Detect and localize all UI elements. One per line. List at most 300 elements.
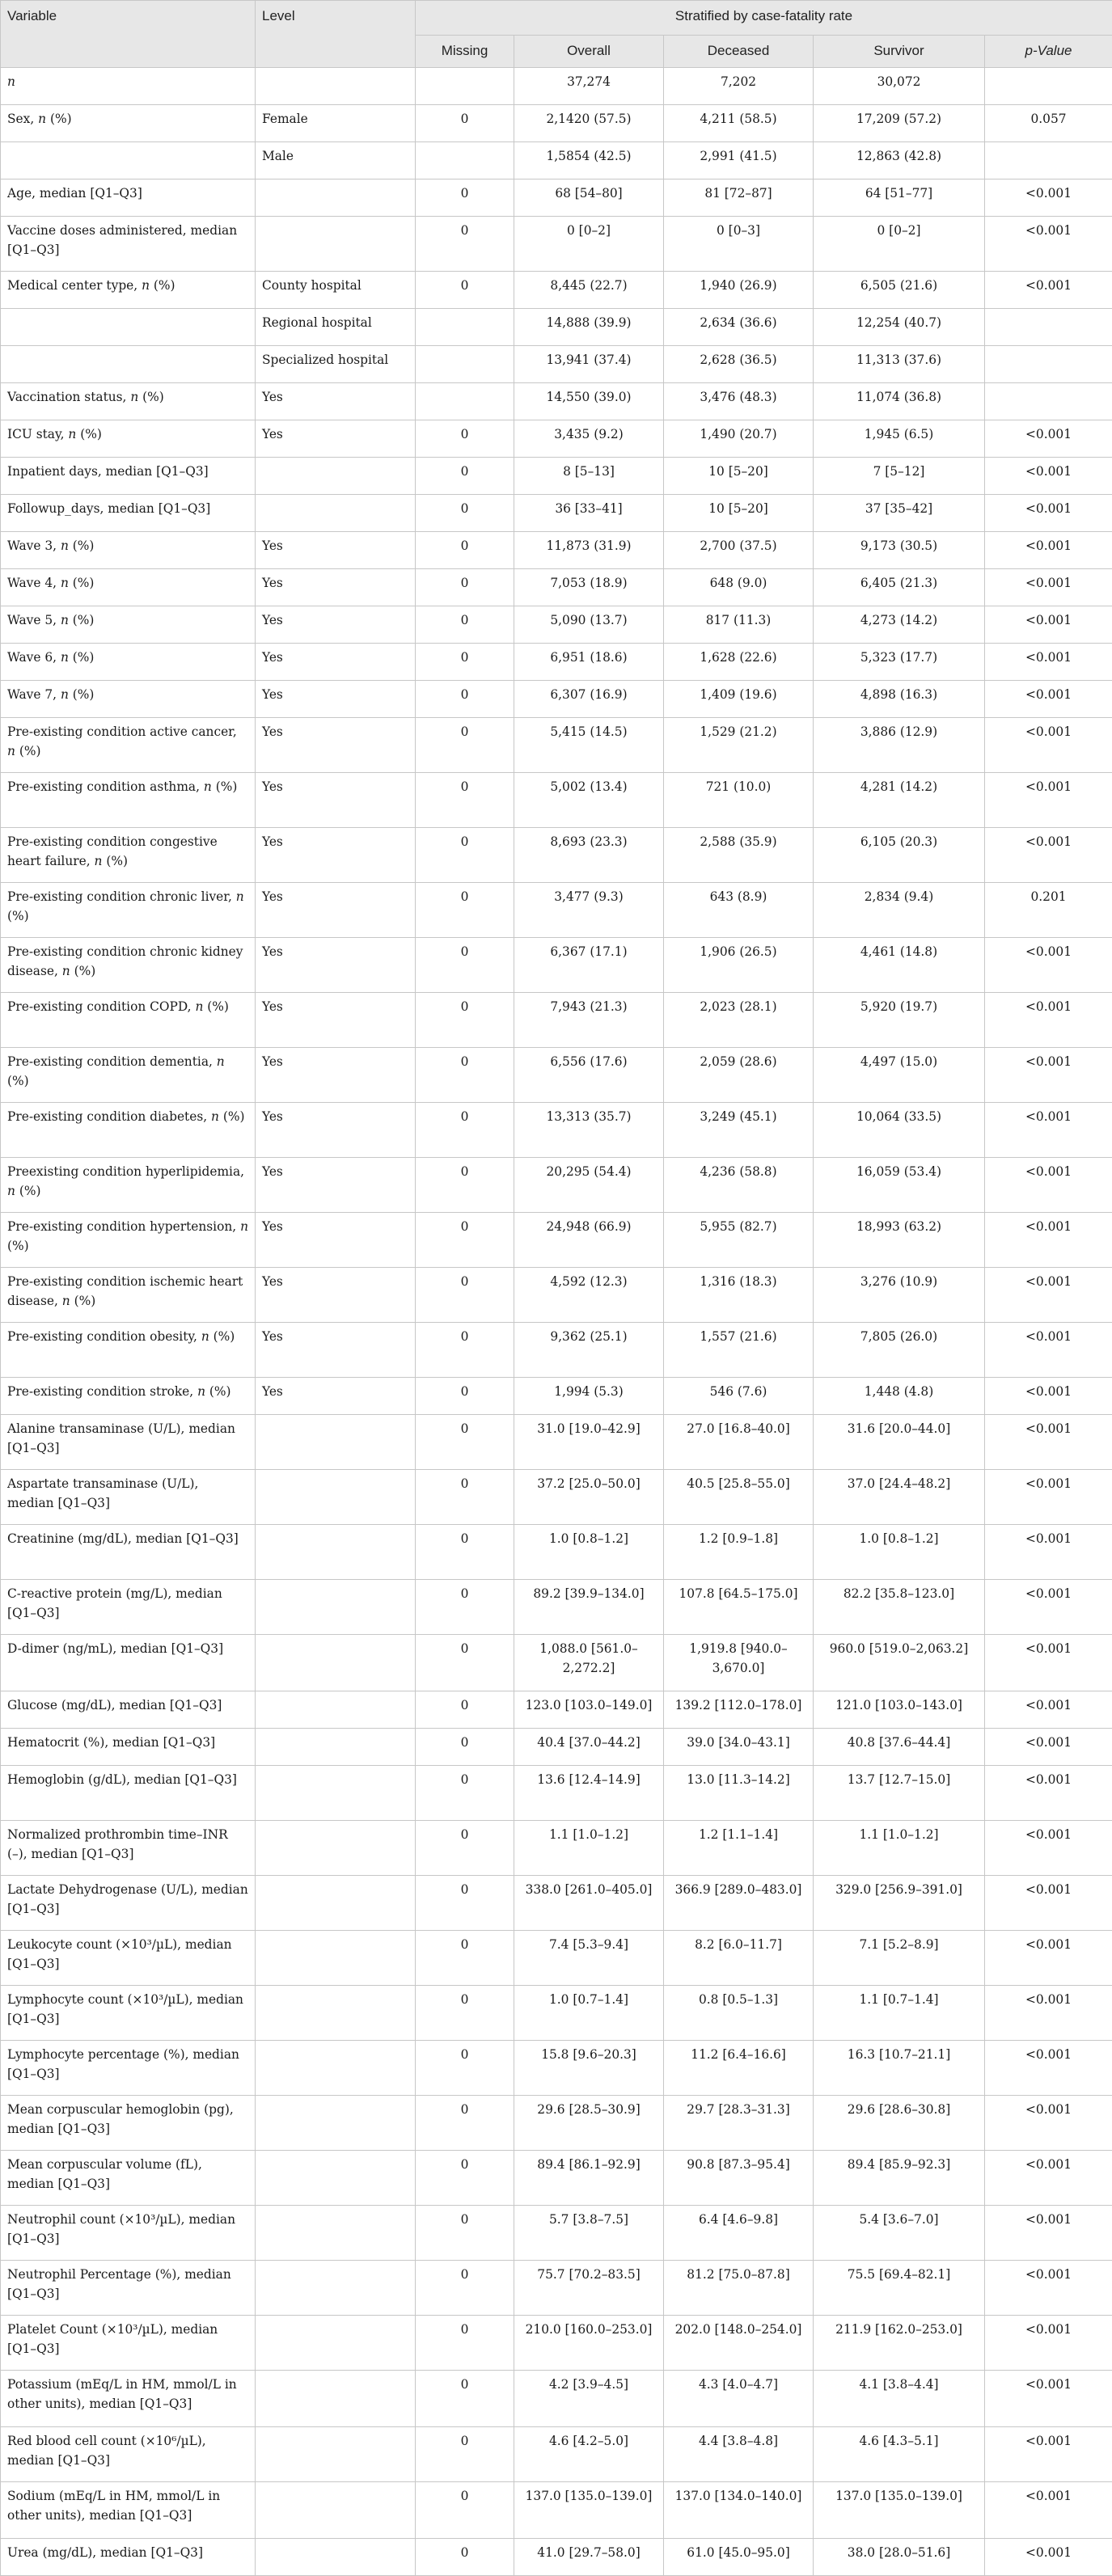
missing-cell: 0 bbox=[416, 1986, 514, 2041]
table-row-n bbox=[1, 68, 1112, 105]
missing-cell: 0 bbox=[416, 2206, 514, 2261]
overall-cell: 15.8 [9.6–20.3] bbox=[514, 2041, 664, 2096]
table-row bbox=[1, 681, 1112, 718]
n-survivor: 30,072 bbox=[814, 68, 985, 105]
table-row bbox=[1, 1876, 1112, 1931]
missing-cell: 0 bbox=[416, 718, 514, 773]
survivor-cell: 16,059 (53.4) bbox=[814, 1158, 985, 1213]
level-cell bbox=[256, 495, 416, 532]
deceased-cell: 366.9 [289.0–483.0] bbox=[664, 1876, 814, 1931]
overall-cell: 13,941 (37.4) bbox=[514, 346, 664, 383]
survivor-cell: 10,064 (33.5) bbox=[814, 1103, 985, 1158]
p-value-cell: <0.001 bbox=[985, 2539, 1112, 2576]
p-value-cell: <0.001 bbox=[985, 828, 1112, 883]
table-row bbox=[1, 1213, 1112, 1268]
survivor-cell: 29.6 [28.6–30.8] bbox=[814, 2096, 985, 2151]
table-row bbox=[1, 606, 1112, 644]
level-cell: Yes bbox=[256, 1323, 416, 1378]
missing-cell: 0 bbox=[416, 1158, 514, 1213]
deceased-cell: 1,409 (19.6) bbox=[664, 681, 814, 718]
deceased-cell: 546 (7.6) bbox=[664, 1378, 814, 1415]
deceased-cell: 721 (10.0) bbox=[664, 773, 814, 828]
missing-cell: 0 bbox=[416, 2261, 514, 2316]
missing-cell: 0 bbox=[416, 1580, 514, 1635]
table-row bbox=[1, 1048, 1112, 1103]
header-missing: Missing bbox=[416, 36, 514, 68]
header-level: Level bbox=[256, 1, 416, 68]
table-row bbox=[1, 2371, 1112, 2427]
survivor-cell: 1.0 [0.8–1.2] bbox=[814, 1525, 985, 1580]
deceased-cell: 2,588 (35.9) bbox=[664, 828, 814, 883]
p-value-cell: <0.001 bbox=[985, 2096, 1112, 2151]
missing-cell: 0 bbox=[416, 2482, 514, 2539]
survivor-cell: 37 [35–42] bbox=[814, 495, 985, 532]
survivor-cell: 6,405 (21.3) bbox=[814, 569, 985, 606]
variable-cell: Urea (mg/dL), median [Q1–Q3] bbox=[1, 2539, 256, 2576]
level-cell bbox=[256, 1931, 416, 1986]
missing-cell: 0 bbox=[416, 1821, 514, 1876]
overall-cell: 210.0 [160.0–253.0] bbox=[514, 2316, 664, 2371]
missing-cell: 0 bbox=[416, 420, 514, 458]
overall-cell: 7,943 (21.3) bbox=[514, 993, 664, 1048]
variable-cell: Wave 7, n (%) bbox=[1, 681, 256, 718]
level-cell bbox=[256, 2482, 416, 2539]
p-value-cell: <0.001 bbox=[985, 458, 1112, 495]
overall-cell: 89.4 [86.1–92.9] bbox=[514, 2151, 664, 2206]
variable-cell: Glucose (mg/dL), median [Q1–Q3] bbox=[1, 1691, 256, 1729]
variable-cell: ICU stay, n (%) bbox=[1, 420, 256, 458]
variable-cell: Preexisting condition hyperlipidemia, n (%) bbox=[1, 1158, 256, 1213]
missing-cell: 0 bbox=[416, 1931, 514, 1986]
table-row bbox=[1, 773, 1112, 828]
variable-cell: Mean corpuscular volume (fL), median [Q1–Q3] bbox=[1, 2151, 256, 2206]
deceased-cell: 13.0 [11.3–14.2] bbox=[664, 1766, 814, 1821]
p-value-cell: <0.001 bbox=[985, 1213, 1112, 1268]
survivor-cell: 75.5 [69.4–82.1] bbox=[814, 2261, 985, 2316]
table-row bbox=[1, 1470, 1112, 1525]
level-cell bbox=[256, 1691, 416, 1729]
p-value-cell: 0.057 bbox=[985, 105, 1112, 142]
missing-cell: 0 bbox=[416, 2427, 514, 2482]
overall-cell: 1.0 [0.7–1.4] bbox=[514, 1986, 664, 2041]
p-value-cell: <0.001 bbox=[985, 1103, 1112, 1158]
level-cell: Yes bbox=[256, 569, 416, 606]
overall-cell: 13,313 (35.7) bbox=[514, 1103, 664, 1158]
survivor-cell: 37.0 [24.4–48.2] bbox=[814, 1470, 985, 1525]
overall-cell: 137.0 [135.0–139.0] bbox=[514, 2482, 664, 2539]
overall-cell: 1,088.0 [561.0–2,272.2] bbox=[514, 1635, 664, 1691]
level-cell: Yes bbox=[256, 1213, 416, 1268]
overall-cell: 29.6 [28.5–30.9] bbox=[514, 2096, 664, 2151]
p-value-cell: <0.001 bbox=[985, 420, 1112, 458]
survivor-cell: 329.0 [256.9–391.0] bbox=[814, 1876, 985, 1931]
variable-cell: Creatinine (mg/dL), median [Q1–Q3] bbox=[1, 1525, 256, 1580]
variable-cell bbox=[1, 142, 256, 179]
table-row bbox=[1, 569, 1112, 606]
deceased-cell: 1,490 (20.7) bbox=[664, 420, 814, 458]
deceased-cell: 202.0 [148.0–254.0] bbox=[664, 2316, 814, 2371]
variable-cell bbox=[1, 346, 256, 383]
overall-cell: 2,1420 (57.5) bbox=[514, 105, 664, 142]
table-row bbox=[1, 1268, 1112, 1323]
header-variable: Variable bbox=[1, 1, 256, 68]
level-cell bbox=[256, 1986, 416, 2041]
p-value-cell: <0.001 bbox=[985, 532, 1112, 569]
survivor-cell: 12,254 (40.7) bbox=[814, 309, 985, 346]
survivor-cell: 1,945 (6.5) bbox=[814, 420, 985, 458]
survivor-cell: 121.0 [103.0–143.0] bbox=[814, 1691, 985, 1729]
table-row bbox=[1, 2427, 1112, 2482]
level-cell: Yes bbox=[256, 681, 416, 718]
p-value-cell: <0.001 bbox=[985, 2206, 1112, 2261]
overall-cell: 338.0 [261.0–405.0] bbox=[514, 1876, 664, 1931]
level-cell: Yes bbox=[256, 606, 416, 644]
overall-cell: 3,477 (9.3) bbox=[514, 883, 664, 938]
deceased-cell: 3,249 (45.1) bbox=[664, 1103, 814, 1158]
survivor-cell: 38.0 [28.0–51.6] bbox=[814, 2539, 985, 2576]
p-value-cell: <0.001 bbox=[985, 606, 1112, 644]
level-cell bbox=[256, 2206, 416, 2261]
table-row bbox=[1, 495, 1112, 532]
table-row bbox=[1, 1691, 1112, 1729]
level-cell: Yes bbox=[256, 644, 416, 681]
survivor-cell: 0 [0–2] bbox=[814, 217, 985, 272]
survivor-cell: 3,886 (12.9) bbox=[814, 718, 985, 773]
level-cell: Yes bbox=[256, 1268, 416, 1323]
variable-cell: Alanine transaminase (U/L), median [Q1–Q3] bbox=[1, 1415, 256, 1470]
p-value-cell: <0.001 bbox=[985, 1876, 1112, 1931]
table-row bbox=[1, 2206, 1112, 2261]
overall-cell: 89.2 [39.9–134.0] bbox=[514, 1580, 664, 1635]
table-row bbox=[1, 2151, 1112, 2206]
survivor-cell: 64 [51–77] bbox=[814, 179, 985, 217]
p-value-cell: <0.001 bbox=[985, 179, 1112, 217]
deceased-cell: 29.7 [28.3–31.3] bbox=[664, 2096, 814, 2151]
table-row bbox=[1, 1766, 1112, 1821]
overall-cell: 5,415 (14.5) bbox=[514, 718, 664, 773]
deceased-cell: 4,236 (58.8) bbox=[664, 1158, 814, 1213]
missing-cell bbox=[416, 309, 514, 346]
overall-cell: 123.0 [103.0–149.0] bbox=[514, 1691, 664, 1729]
level-cell: Yes bbox=[256, 1378, 416, 1415]
table-row bbox=[1, 1103, 1112, 1158]
deceased-cell: 8.2 [6.0–11.7] bbox=[664, 1931, 814, 1986]
missing-cell: 0 bbox=[416, 272, 514, 309]
level-cell bbox=[256, 2316, 416, 2371]
level-cell: Yes bbox=[256, 828, 416, 883]
level-cell: Female bbox=[256, 105, 416, 142]
overall-cell: 31.0 [19.0–42.9] bbox=[514, 1415, 664, 1470]
overall-cell: 1,5854 (42.5) bbox=[514, 142, 664, 179]
variable-cell: Hemoglobin (g/dL), median [Q1–Q3] bbox=[1, 1766, 256, 1821]
deceased-cell: 137.0 [134.0–140.0] bbox=[664, 2482, 814, 2539]
missing-cell: 0 bbox=[416, 938, 514, 993]
n-deceased: 7,202 bbox=[664, 68, 814, 105]
p-value-cell: <0.001 bbox=[985, 2261, 1112, 2316]
table-row bbox=[1, 105, 1112, 142]
table-row bbox=[1, 1635, 1112, 1691]
survivor-cell: 82.2 [35.8–123.0] bbox=[814, 1580, 985, 1635]
missing-cell: 0 bbox=[416, 606, 514, 644]
level-cell bbox=[256, 217, 416, 272]
variable-cell: Inpatient days, median [Q1–Q3] bbox=[1, 458, 256, 495]
overall-cell: 36 [33–41] bbox=[514, 495, 664, 532]
variable-cell: Leukocyte count (×10³/µL), median [Q1–Q3] bbox=[1, 1931, 256, 1986]
overall-cell: 13.6 [12.4–14.9] bbox=[514, 1766, 664, 1821]
missing-cell: 0 bbox=[416, 681, 514, 718]
variable-cell: Vaccination status, n (%) bbox=[1, 383, 256, 420]
variable-cell: Pre-existing condition obesity, n (%) bbox=[1, 1323, 256, 1378]
overall-cell: 14,888 (39.9) bbox=[514, 309, 664, 346]
variable-cell: Pre-existing condition active cancer, n (%) bbox=[1, 718, 256, 773]
missing-cell: 0 bbox=[416, 644, 514, 681]
p-value-cell: <0.001 bbox=[985, 1986, 1112, 2041]
missing-cell bbox=[416, 383, 514, 420]
overall-cell: 4,592 (12.3) bbox=[514, 1268, 664, 1323]
missing-cell: 0 bbox=[416, 105, 514, 142]
variable-cell: Followup_days, median [Q1–Q3] bbox=[1, 495, 256, 532]
overall-cell: 9,362 (25.1) bbox=[514, 1323, 664, 1378]
deceased-cell: 1,557 (21.6) bbox=[664, 1323, 814, 1378]
p-value-cell: <0.001 bbox=[985, 1525, 1112, 1580]
level-cell: Yes bbox=[256, 718, 416, 773]
variable-cell: Pre-existing condition ischemic heart disease, n (%) bbox=[1, 1268, 256, 1323]
overall-cell: 20,295 (54.4) bbox=[514, 1158, 664, 1213]
variable-cell: Lymphocyte percentage (%), median [Q1–Q3] bbox=[1, 2041, 256, 2096]
survivor-cell: 5.4 [3.6–7.0] bbox=[814, 2206, 985, 2261]
level-cell: Specialized hospital bbox=[256, 346, 416, 383]
missing-cell: 0 bbox=[416, 1378, 514, 1415]
deceased-cell: 6.4 [4.6–9.8] bbox=[664, 2206, 814, 2261]
table-row bbox=[1, 1821, 1112, 1876]
deceased-cell: 2,628 (36.5) bbox=[664, 346, 814, 383]
n-missing bbox=[416, 68, 514, 105]
deceased-cell: 5,955 (82.7) bbox=[664, 1213, 814, 1268]
variable-cell: D-dimer (ng/mL), median [Q1–Q3] bbox=[1, 1635, 256, 1691]
table-body bbox=[1, 68, 1112, 2576]
level-cell: Regional hospital bbox=[256, 309, 416, 346]
n-level bbox=[256, 68, 416, 105]
missing-cell: 0 bbox=[416, 217, 514, 272]
deceased-cell: 81.2 [75.0–87.8] bbox=[664, 2261, 814, 2316]
level-cell: Yes bbox=[256, 773, 416, 828]
table-header bbox=[1, 1, 1112, 68]
level-cell bbox=[256, 2371, 416, 2427]
table-row bbox=[1, 309, 1112, 346]
level-cell: Yes bbox=[256, 420, 416, 458]
table-row bbox=[1, 1729, 1112, 1766]
variable-cell: Hematocrit (%), median [Q1–Q3] bbox=[1, 1729, 256, 1766]
level-cell: Yes bbox=[256, 1103, 416, 1158]
table-row bbox=[1, 1525, 1112, 1580]
missing-cell: 0 bbox=[416, 2539, 514, 2576]
missing-cell: 0 bbox=[416, 1323, 514, 1378]
table-row bbox=[1, 420, 1112, 458]
survivor-cell: 137.0 [135.0–139.0] bbox=[814, 2482, 985, 2539]
variable-cell: Pre-existing condition chronic liver, n (%) bbox=[1, 883, 256, 938]
survivor-cell: 4,273 (14.2) bbox=[814, 606, 985, 644]
level-cell: County hospital bbox=[256, 272, 416, 309]
survivor-cell: 7.1 [5.2–8.9] bbox=[814, 1931, 985, 1986]
missing-cell: 0 bbox=[416, 773, 514, 828]
missing-cell: 0 bbox=[416, 2041, 514, 2096]
missing-cell: 0 bbox=[416, 828, 514, 883]
survivor-cell: 40.8 [37.6–44.4] bbox=[814, 1729, 985, 1766]
overall-cell: 5,002 (13.4) bbox=[514, 773, 664, 828]
variable-cell: Pre-existing condition hypertension, n (%) bbox=[1, 1213, 256, 1268]
p-value-cell: <0.001 bbox=[985, 1729, 1112, 1766]
missing-cell: 0 bbox=[416, 1876, 514, 1931]
level-cell bbox=[256, 2096, 416, 2151]
survivor-cell: 9,173 (30.5) bbox=[814, 532, 985, 569]
overall-cell: 11,873 (31.9) bbox=[514, 532, 664, 569]
survivor-cell: 31.6 [20.0–44.0] bbox=[814, 1415, 985, 1470]
survivor-cell: 6,105 (20.3) bbox=[814, 828, 985, 883]
survivor-cell: 17,209 (57.2) bbox=[814, 105, 985, 142]
table-row bbox=[1, 1323, 1112, 1378]
p-value-cell bbox=[985, 309, 1112, 346]
survivor-cell: 13.7 [12.7–15.0] bbox=[814, 1766, 985, 1821]
n-label: n bbox=[1, 68, 256, 105]
header-survivor: Survivor bbox=[814, 36, 985, 68]
table-row bbox=[1, 718, 1112, 773]
overall-cell: 6,367 (17.1) bbox=[514, 938, 664, 993]
p-value-cell: <0.001 bbox=[985, 1821, 1112, 1876]
overall-cell: 8 [5–13] bbox=[514, 458, 664, 495]
level-cell: Yes bbox=[256, 883, 416, 938]
table-row bbox=[1, 2316, 1112, 2371]
survivor-cell: 4,281 (14.2) bbox=[814, 773, 985, 828]
variable-cell: Sex, n (%) bbox=[1, 105, 256, 142]
deceased-cell: 61.0 [45.0–95.0] bbox=[664, 2539, 814, 2576]
survivor-cell: 11,074 (36.8) bbox=[814, 383, 985, 420]
overall-cell: 8,445 (22.7) bbox=[514, 272, 664, 309]
p-value-cell: <0.001 bbox=[985, 569, 1112, 606]
level-cell bbox=[256, 1876, 416, 1931]
level-cell bbox=[256, 2041, 416, 2096]
p-value-cell: <0.001 bbox=[985, 1323, 1112, 1378]
deceased-cell: 648 (9.0) bbox=[664, 569, 814, 606]
overall-cell: 7,053 (18.9) bbox=[514, 569, 664, 606]
deceased-cell: 11.2 [6.4–16.6] bbox=[664, 2041, 814, 2096]
variable-cell: Neutrophil count (×10³/µL), median [Q1–Q3] bbox=[1, 2206, 256, 2261]
p-value-cell: <0.001 bbox=[985, 1158, 1112, 1213]
deceased-cell: 1.2 [0.9–1.8] bbox=[664, 1525, 814, 1580]
p-value-cell: <0.001 bbox=[985, 2041, 1112, 2096]
overall-cell: 6,951 (18.6) bbox=[514, 644, 664, 681]
overall-cell: 41.0 [29.7–58.0] bbox=[514, 2539, 664, 2576]
variable-cell: Wave 3, n (%) bbox=[1, 532, 256, 569]
n-p-value bbox=[985, 68, 1112, 105]
variable-cell: Pre-existing condition chronic kidney disease, n (%) bbox=[1, 938, 256, 993]
overall-cell: 1.0 [0.8–1.2] bbox=[514, 1525, 664, 1580]
missing-cell: 0 bbox=[416, 2151, 514, 2206]
overall-cell: 8,693 (23.3) bbox=[514, 828, 664, 883]
p-value-cell: <0.001 bbox=[985, 1931, 1112, 1986]
variable-cell: Normalized prothrombin time–INR (–), median [Q1–Q3] bbox=[1, 1821, 256, 1876]
missing-cell: 0 bbox=[416, 1470, 514, 1525]
survivor-cell: 1.1 [0.7–1.4] bbox=[814, 1986, 985, 2041]
missing-cell: 0 bbox=[416, 179, 514, 217]
overall-cell: 75.7 [70.2–83.5] bbox=[514, 2261, 664, 2316]
table-row bbox=[1, 2261, 1112, 2316]
deceased-cell: 1,906 (26.5) bbox=[664, 938, 814, 993]
p-value-cell: <0.001 bbox=[985, 1415, 1112, 1470]
level-cell bbox=[256, 1766, 416, 1821]
level-cell bbox=[256, 1470, 416, 1525]
overall-cell: 6,307 (16.9) bbox=[514, 681, 664, 718]
survivor-cell: 5,323 (17.7) bbox=[814, 644, 985, 681]
p-value-cell: <0.001 bbox=[985, 938, 1112, 993]
deceased-cell: 39.0 [34.0–43.1] bbox=[664, 1729, 814, 1766]
p-value-cell: <0.001 bbox=[985, 993, 1112, 1048]
survivor-cell: 3,276 (10.9) bbox=[814, 1268, 985, 1323]
variable-cell: Red blood cell count (×10⁶/µL), median [Q1–Q3] bbox=[1, 2427, 256, 2482]
level-cell bbox=[256, 1729, 416, 1766]
variable-cell: Wave 6, n (%) bbox=[1, 644, 256, 681]
deceased-cell: 643 (8.9) bbox=[664, 883, 814, 938]
level-cell bbox=[256, 1415, 416, 1470]
variable-cell: Wave 4, n (%) bbox=[1, 569, 256, 606]
p-value-cell bbox=[985, 346, 1112, 383]
overall-cell: 24,948 (66.9) bbox=[514, 1213, 664, 1268]
missing-cell: 0 bbox=[416, 1729, 514, 1766]
table-row bbox=[1, 644, 1112, 681]
p-value-cell: <0.001 bbox=[985, 1580, 1112, 1635]
p-value-cell bbox=[985, 383, 1112, 420]
deceased-cell: 2,059 (28.6) bbox=[664, 1048, 814, 1103]
deceased-cell: 90.8 [87.3–95.4] bbox=[664, 2151, 814, 2206]
variable-cell: Neutrophil Percentage (%), median [Q1–Q3] bbox=[1, 2261, 256, 2316]
p-value-cell: <0.001 bbox=[985, 1268, 1112, 1323]
deceased-cell: 81 [72–87] bbox=[664, 179, 814, 217]
deceased-cell: 10 [5–20] bbox=[664, 495, 814, 532]
missing-cell: 0 bbox=[416, 2371, 514, 2427]
table-row bbox=[1, 2041, 1112, 2096]
survivor-cell: 1,448 (4.8) bbox=[814, 1378, 985, 1415]
p-value-cell: 0.201 bbox=[985, 883, 1112, 938]
level-cell: Yes bbox=[256, 1048, 416, 1103]
p-value-cell: <0.001 bbox=[985, 1691, 1112, 1729]
table-row bbox=[1, 938, 1112, 993]
p-value-cell: <0.001 bbox=[985, 495, 1112, 532]
level-cell bbox=[256, 1635, 416, 1691]
header-stratified: Stratified by case-fatality rate bbox=[416, 1, 1112, 36]
missing-cell: 0 bbox=[416, 569, 514, 606]
survivor-cell: 11,313 (37.6) bbox=[814, 346, 985, 383]
table-row bbox=[1, 2539, 1112, 2576]
deceased-cell: 4,211 (58.5) bbox=[664, 105, 814, 142]
n-overall: 37,274 bbox=[514, 68, 664, 105]
level-cell: Yes bbox=[256, 1158, 416, 1213]
missing-cell bbox=[416, 346, 514, 383]
table-row bbox=[1, 1931, 1112, 1986]
table-row bbox=[1, 2096, 1112, 2151]
p-value-cell: <0.001 bbox=[985, 718, 1112, 773]
p-value-cell: <0.001 bbox=[985, 272, 1112, 309]
deceased-cell: 2,700 (37.5) bbox=[664, 532, 814, 569]
deceased-cell: 1,316 (18.3) bbox=[664, 1268, 814, 1323]
missing-cell: 0 bbox=[416, 2096, 514, 2151]
deceased-cell: 107.8 [64.5–175.0] bbox=[664, 1580, 814, 1635]
deceased-cell: 10 [5–20] bbox=[664, 458, 814, 495]
table-row bbox=[1, 383, 1112, 420]
survivor-cell: 89.4 [85.9–92.3] bbox=[814, 2151, 985, 2206]
table-row bbox=[1, 828, 1112, 883]
p-value-cell: <0.001 bbox=[985, 2427, 1112, 2482]
survivor-cell: 6,505 (21.6) bbox=[814, 272, 985, 309]
table-row bbox=[1, 1986, 1112, 2041]
